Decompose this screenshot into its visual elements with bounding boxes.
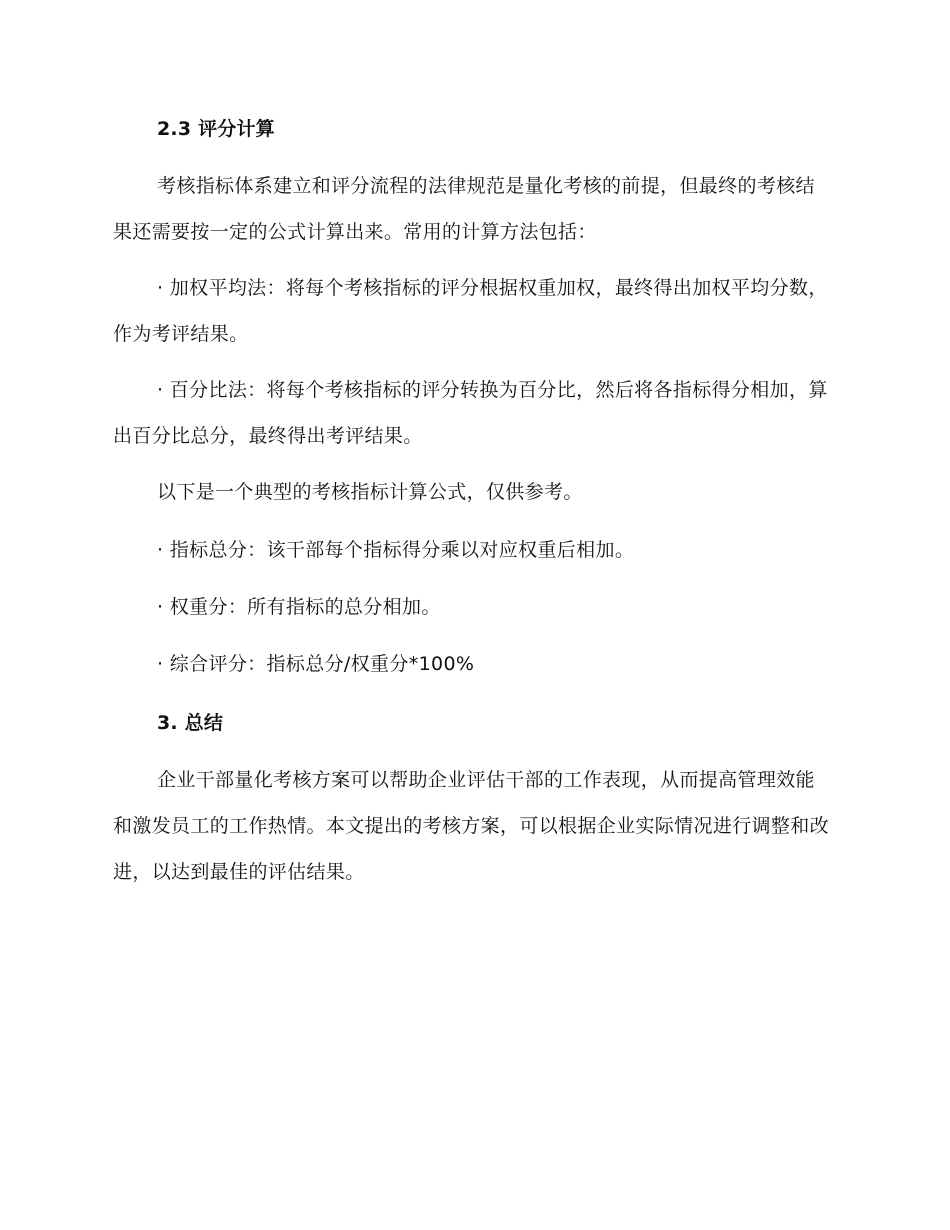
formula-total-score-item: · 指标总分：该干部每个指标得分乘以对应权重后相加。 xyxy=(157,539,635,561)
section-heading-3: 3. 总结 xyxy=(157,712,224,734)
section-heading-2-3: 2.3 评分计算 xyxy=(157,118,275,140)
method-percentage-item: · 百分比法：将每个考核指标的评分转换为百分比，然后将各指标得分相加，算出百分比总分，最终得出考评结果。 xyxy=(113,379,828,447)
summary-paragraph: 企业干部量化考核方案可以帮助企业评估干部的工作表现，从而提高管理效能和激发员工的工作热情。本文提出的考核方案，可以根据企业实际情况进行调整和改进，以达到最佳的评估结果。 xyxy=(113,769,829,883)
formula-intro-paragraph: 以下是一个典型的考核指标计算公式，仅供参考。 xyxy=(157,481,583,503)
formula-composite-score-item: · 综合评分：指标总分/权重分*100% xyxy=(157,653,475,675)
method-weighted-average-item: · 加权平均法：将每个考核指标的评分根据权重加权，最终得出加权平均分数，作为考评结果。 xyxy=(113,277,828,345)
section-2-3-intro-paragraph: 考核指标体系建立和评分流程的法律规范是量化考核的前提，但最终的考核结果还需要按一定的公式计算出来。常用的计算方法包括： xyxy=(113,175,815,243)
formula-weight-score-item: · 权重分：所有指标的总分相加。 xyxy=(157,596,441,618)
